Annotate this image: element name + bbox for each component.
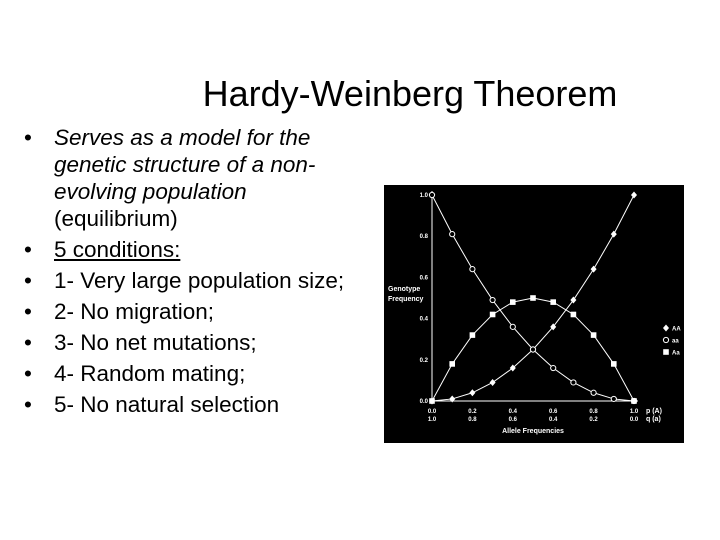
bullet-item [24, 391, 374, 418]
data-point-aa [490, 297, 495, 302]
y-tick-label: 1.0 [419, 193, 428, 199]
x-tick-label-p: 0.4 [508, 409, 517, 415]
data-point-AA [631, 192, 637, 199]
bullet-item [24, 329, 374, 356]
bullet-glyph: • [24, 299, 32, 324]
y-tick-label: 0.2 [419, 357, 428, 364]
data-point-aa [450, 232, 455, 237]
data-point-aa [611, 396, 616, 401]
data-point-Aa [530, 295, 536, 301]
bullet-glyph: • [24, 237, 32, 262]
legend-marker-Aa [663, 349, 669, 355]
bullet-text: Serves as a model for the genetic structure of a non-evolving population [54, 125, 316, 204]
legend-label: Aa [672, 350, 680, 357]
slide-title: Hardy-Weinberg Theorem [202, 73, 618, 114]
bullet-text: 5- No natural selection [54, 392, 280, 417]
y-tick-label: 0.4 [419, 316, 428, 323]
y-tick-label: 0.6 [419, 275, 428, 282]
x-tick-label-q: 0.8 [468, 417, 477, 423]
data-point-Aa [631, 398, 637, 404]
x-tick-label-p: 0.8 [589, 409, 598, 415]
x-axis-label-q: q (a) [646, 416, 661, 423]
bullet-item [24, 360, 374, 387]
legend-marker-aa [663, 337, 668, 342]
data-point-Aa [550, 299, 556, 305]
data-point-aa [530, 347, 535, 352]
data-point-Aa [490, 312, 496, 318]
data-point-aa [429, 192, 434, 197]
genotype-frequency-chart [384, 185, 684, 443]
data-point-Aa [591, 332, 597, 338]
data-point-AA [611, 231, 617, 238]
bullet-text: 4- Random mating; [54, 361, 246, 386]
y-axis-title-line: Frequency [388, 296, 424, 303]
x-tick-label-q: 1.0 [427, 417, 437, 423]
data-point-Aa [429, 398, 435, 404]
x-axis-title: Allele Frequencies [502, 428, 564, 435]
x-tick-label-q: 0.0 [629, 417, 639, 423]
bullet-glyph: • [24, 361, 32, 386]
bullet-glyph: • [24, 392, 32, 417]
data-point-Aa [470, 332, 476, 338]
data-point-Aa [571, 312, 577, 318]
legend-marker-AA [663, 325, 669, 332]
y-tick-label: 0.8 [419, 234, 428, 241]
data-point-Aa [449, 361, 455, 367]
data-point-AA [469, 389, 475, 396]
legend-label: AA [672, 326, 681, 333]
x-axis-label-p: p (A) [646, 408, 662, 415]
bullet-glyph: • [24, 125, 32, 150]
chart-svg [384, 185, 684, 443]
bullet-text: 3- No net mutations; [54, 330, 257, 355]
bullet-item [24, 236, 374, 263]
y-axis-title-line: Genotype [388, 286, 421, 293]
bullet-text: 5 conditions: [54, 237, 181, 262]
data-point-aa [551, 365, 556, 370]
data-point-aa [571, 380, 576, 385]
data-point-Aa [510, 299, 516, 305]
bullet-item [24, 124, 374, 232]
bullet-text: 2- No migration; [54, 299, 215, 324]
data-point-aa [591, 390, 596, 395]
x-tick-label-p: 0.6 [549, 409, 558, 415]
x-tick-label-p: 0.0 [427, 409, 437, 415]
x-tick-label-q: 0.4 [549, 417, 558, 423]
bullet-text: 1- Very large population size; [54, 268, 345, 293]
legend-label: aa [672, 338, 679, 345]
data-point-Aa [611, 361, 617, 367]
bullet-list [24, 120, 374, 418]
data-point-aa [470, 267, 475, 272]
x-tick-label-p: 1.0 [629, 409, 639, 415]
bullet-glyph: • [24, 268, 32, 293]
data-point-AA [490, 379, 496, 386]
x-tick-label-q: 0.6 [508, 417, 517, 423]
bullet-glyph: • [24, 330, 32, 355]
data-point-aa [510, 324, 515, 329]
y-tick-label: 0.0 [419, 399, 428, 405]
x-tick-label-p: 0.2 [468, 409, 477, 415]
bullet-item [24, 298, 374, 325]
x-tick-label-q: 0.2 [589, 417, 598, 423]
bullet-item [24, 267, 374, 294]
bullet-text-suffix: (equilibrium) [54, 206, 178, 231]
